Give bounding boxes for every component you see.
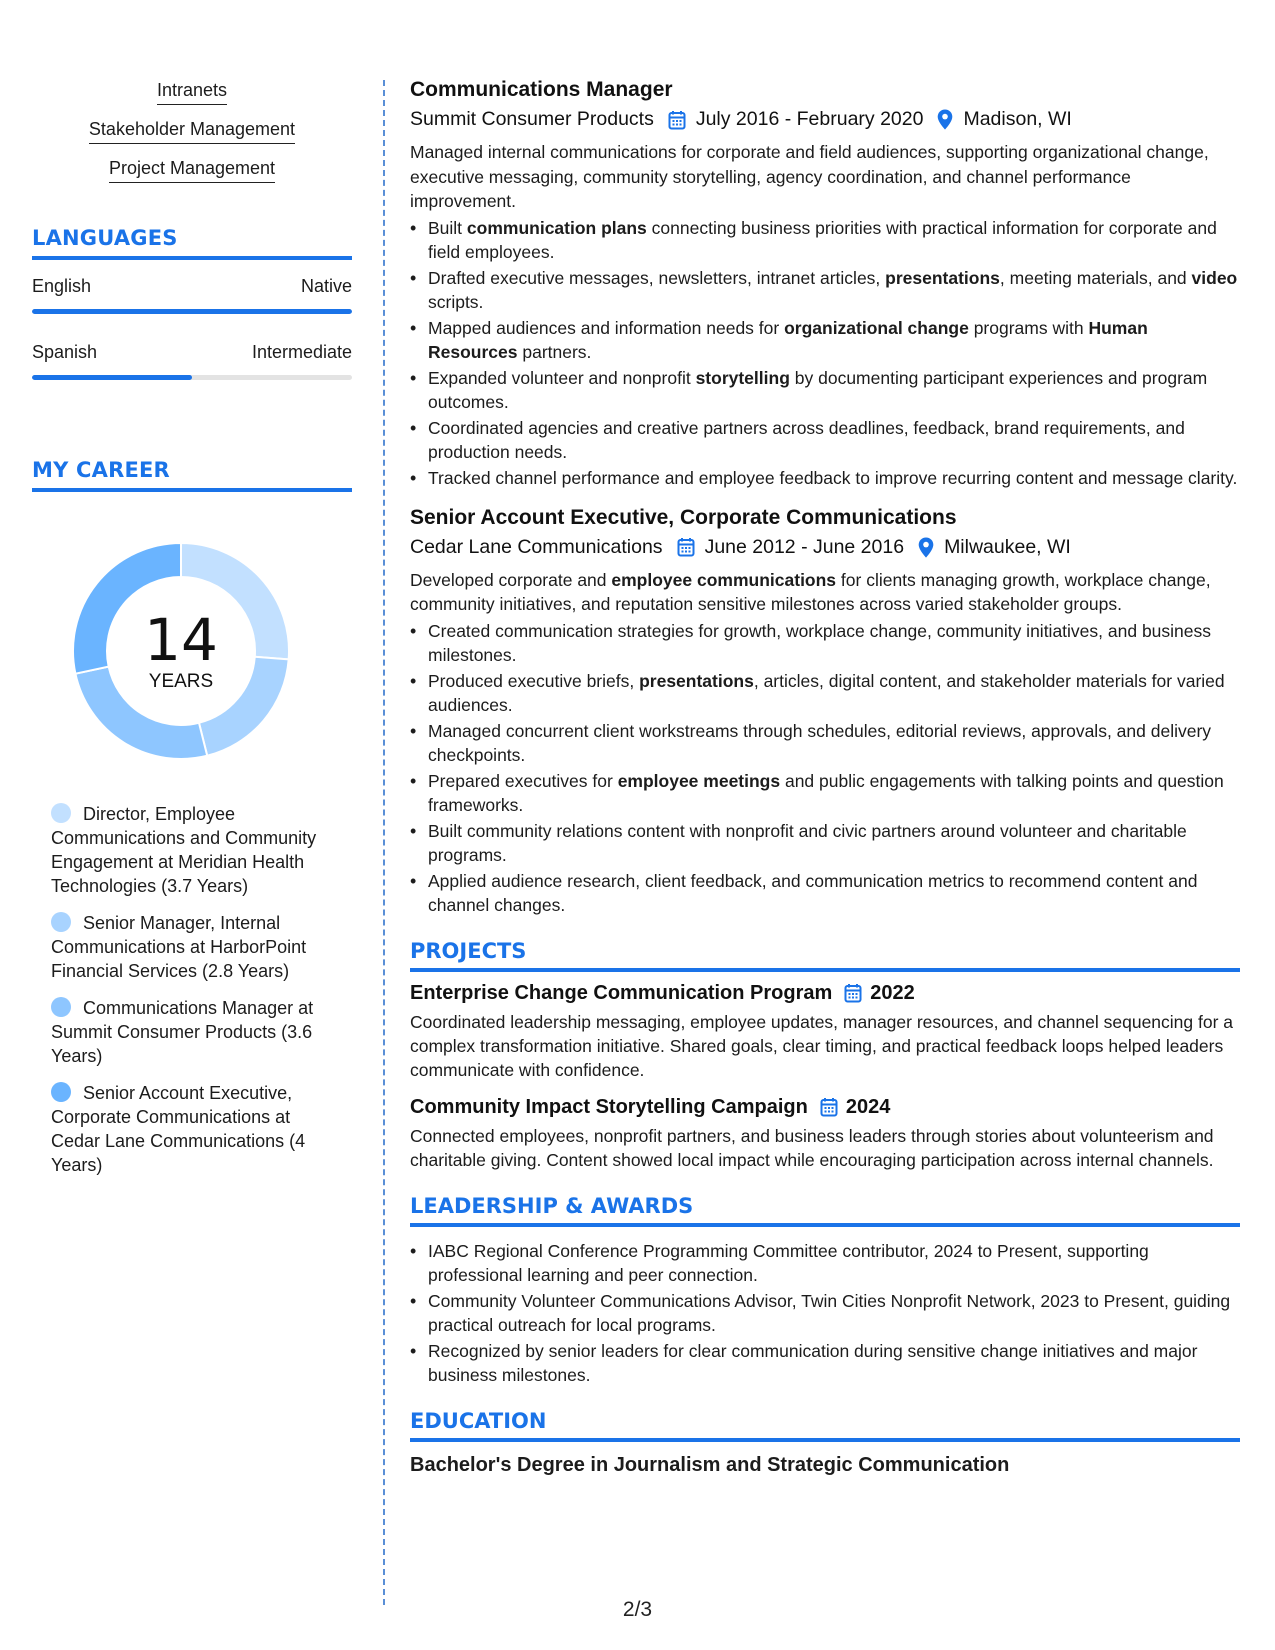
bullet-item: • Built communication plans connecting business priorities with practical information for corporate and field employees. [410,216,1240,264]
project-title: Enterprise Change Communication Program [410,981,833,1004]
education-degree: Bachelor's Degree in Journalism and Strategic Communication [410,1453,1010,1476]
job-description: Developed corporate and employee communications for clients managing growth, workplace change, community initiatives, and reputation sensitive milestones across varied stakeholder groups. [410,569,1211,614]
language-bar [32,309,352,314]
bullet-item: • Created communication strategies for growth, workplace change, community initiatives, and business milestones. [410,619,1240,667]
job-dates: June 2012 - June 2016 [704,535,905,558]
bullet-item: • Built community relations content with nonprofit and civic partners around volunteer and charitable programs. [410,819,1240,867]
education-heading: EDUCATION [410,1409,1240,1442]
language-bar-fill [32,309,352,314]
job-title: Senior Account Executive, Corporate Communications [410,505,957,529]
skills-list [32,80,352,183]
bullet-item: • Tracked channel performance and employee feedback to improve recurring content and message clarity. [410,466,1240,490]
job-entry [410,78,1240,490]
years-label: YEARS [148,671,214,692]
total-years: 14 [144,606,218,674]
award-item: • Recognized by senior leaders for clear communication during sensitive change initiatives and major business milestones. [410,1339,1240,1387]
languages-heading: LANGUAGES [32,226,352,260]
bullet-item: • Prepared executives for employee meetings and public engagements with talking points and question frameworks. [410,769,1240,817]
language-name: Spanish [32,342,98,362]
calendar-icon [820,1097,838,1117]
bullet-item: • Managed concurrent client workstreams through schedules, editorial reviews, approvals, and delivery checkpoints. [410,719,1240,767]
legend-dot [51,997,71,1017]
sidebar [32,80,352,1190]
awards-heading: LEADERSHIP & AWARDS [410,1194,1240,1227]
bullet-item: • Applied audience research, client feedback, and communication metrics to recommend content and channel changes. [410,869,1240,917]
job-location: Madison, WI [963,108,1072,130]
company-name: Summit Consumer Products [410,108,654,130]
job-entry [410,506,1240,917]
career-heading: MY CAREER [32,458,352,492]
skill-item: Intranets [32,80,352,105]
project-title: Community Impact Storytelling Campaign [410,1095,808,1118]
page-number: 2/3 [622,1598,653,1621]
language-name: English [32,276,92,296]
calendar-icon [844,983,862,1003]
language-level: Intermediate [251,342,352,362]
bullet-item: • Mapped audiences and information needs for organizational change programs with Human Resources partners. [410,316,1240,364]
career-legend-item: Communications Manager at Summit Consumer Products (3.6 Years) [51,998,314,1066]
awards-list [410,1239,1240,1387]
main-content [410,78,1240,1477]
project-entry [410,1096,1240,1172]
calendar-icon [668,110,686,130]
award-item: • Community Volunteer Communications Advisor, Twin Cities Nonprofit Network, 2023 to Present, guiding practical outreach for local programs. [410,1289,1240,1337]
career-donut-chart [66,536,296,766]
career-legend-item: Senior Account Executive, Corporate Communications at Cedar Lane Communications (4 Years) [51,1083,306,1175]
job-bullets [410,619,1240,917]
job-meta [410,108,1240,131]
project-description: Connected employees, nonprofit partners, and business leaders through stories about volunteerism and charitable giving. Content showed local impact while encouraging participation across internal channels. [410,1125,1214,1170]
legend-dot [51,912,71,932]
career-legend-item: Senior Manager, Internal Communications at HarborPoint Financial Services (2.8 Years) [51,913,307,981]
legend-dot [51,803,71,823]
job-location: Milwaukee, WI [944,535,1071,558]
calendar-icon [677,537,695,557]
project-description: Coordinated leadership messaging, employee updates, manager resources, and channel sequencing for a complex transformation initiative. Shared goals, clear timing, and practical feedback loops helped leaders communicate with confidence. [410,1011,1234,1080]
column-divider [383,80,385,1605]
language-row [32,342,352,363]
bullet-item: • Produced executive briefs, presentations, articles, digital content, and stakeholder materials for varied audiences. [410,669,1240,717]
language-level: Native [300,276,352,296]
languages-section [32,226,352,380]
job-meta [410,536,1240,559]
company-name: Cedar Lane Communications [410,535,663,558]
skill-item: Stakeholder Management [32,119,352,144]
project-year: 2024 [845,1095,891,1118]
job-bullets [410,216,1240,490]
skill-item: Project Management [32,158,352,183]
legend-dot [51,1082,71,1102]
language-row [32,276,352,297]
project-entry [410,982,1240,1082]
language-bar [32,375,352,380]
job-description: Managed internal communications for corporate and field audiences, supporting organizational change, executive messaging, community storytelling, agency coordination, and channel performance improvement. [410,142,1209,211]
award-item: • IABC Regional Conference Programming Committee contributor, 2024 to Present, supporting professional learning and peer connection. [410,1239,1240,1287]
career-legend-item: Director, Employee Communications and Community Engagement at Meridian Health Technologies (3.7 Years) [51,804,317,896]
location-pin-icon [937,109,953,130]
career-legend [51,802,326,1177]
bullet-item: • Coordinated agencies and creative partners across deadlines, feedback, brand requirements, and production needs. [410,416,1240,464]
language-bar-fill [32,375,192,380]
job-dates: July 2016 - February 2020 [695,108,924,130]
location-pin-icon [918,537,934,558]
project-year: 2022 [870,981,915,1004]
projects-heading: PROJECTS [410,939,1240,972]
bullet-item: • Expanded volunteer and nonprofit storytelling by documenting participant experiences and program outcomes. [410,366,1240,414]
career-section [32,458,352,1177]
job-title: Communications Manager [410,78,673,101]
bullet-item: • Drafted executive messages, newsletters, intranet articles, presentations, meeting materials, and video scripts. [410,266,1240,314]
